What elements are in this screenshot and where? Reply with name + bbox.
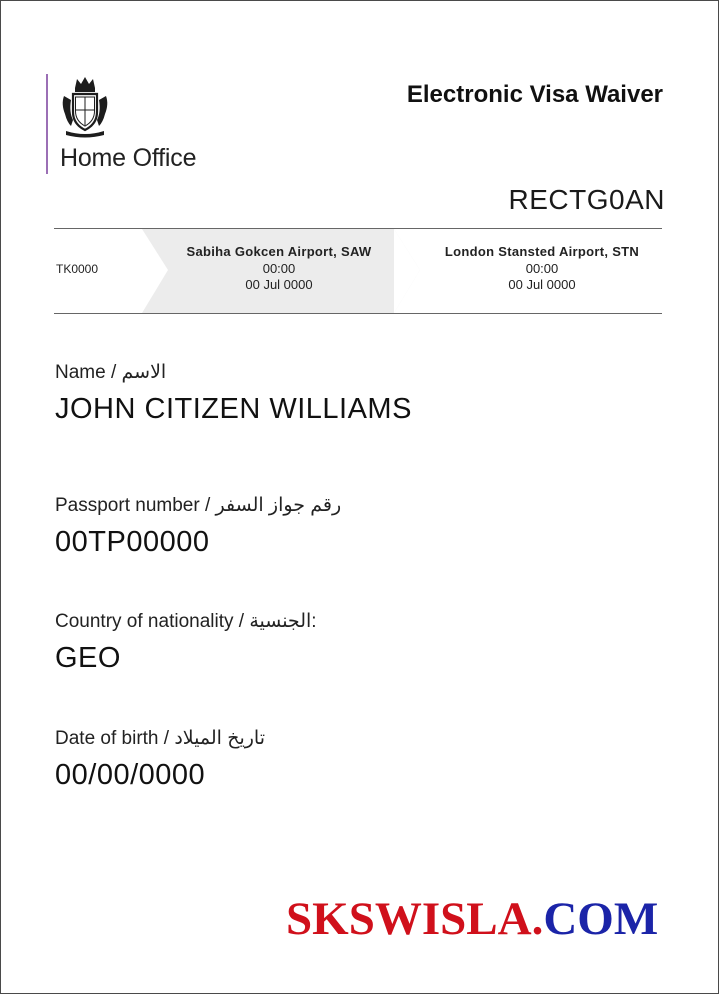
nationality-value: GEO — [55, 642, 121, 674]
arrival-time: 00:00 — [525, 260, 559, 276]
nationality-label: Country of nationality / الجنسية: — [55, 611, 317, 632]
dob-field — [55, 727, 265, 792]
departure-date: 00 Jul 0000 — [245, 277, 313, 292]
passport-field — [55, 494, 341, 559]
name-label: Name / الاسم — [55, 362, 167, 383]
home-office-logo — [46, 74, 197, 174]
watermark — [286, 892, 658, 946]
watermark-part1: SKSWISLA — [286, 893, 532, 945]
royal-coat-of-arms-icon — [58, 74, 112, 138]
watermark-dot: . — [531, 893, 544, 945]
name-value: JOHN CITIZEN WILLIAMS — [55, 393, 412, 425]
dob-value: 00/00/0000 — [55, 759, 206, 791]
nationality-field — [55, 610, 317, 675]
name-field — [55, 361, 412, 426]
flight-number: TK0000 — [56, 262, 99, 276]
departure-info — [184, 244, 374, 294]
arrival-airport: London Stansted Airport, STN — [444, 244, 640, 259]
departure-airport: Sabiha Gokcen Airport, SAW — [186, 244, 372, 259]
departure-time: 00:00 — [262, 260, 296, 276]
arrival-info — [424, 244, 660, 294]
document-title: Electronic Visa Waiver — [406, 81, 663, 108]
flight-details — [54, 228, 662, 314]
reference-number: RECTG0AN — [508, 184, 665, 215]
arrival-date: 00 Jul 0000 — [508, 277, 576, 292]
passport-value: 00TP00000 — [55, 526, 210, 558]
watermark-part2: COM — [543, 893, 659, 945]
dob-label: Date of birth / تاريخ الميلاد — [55, 728, 266, 749]
department-name: Home Office — [60, 144, 197, 172]
passport-label: Passport number / رقم جواز السفر — [55, 495, 342, 516]
